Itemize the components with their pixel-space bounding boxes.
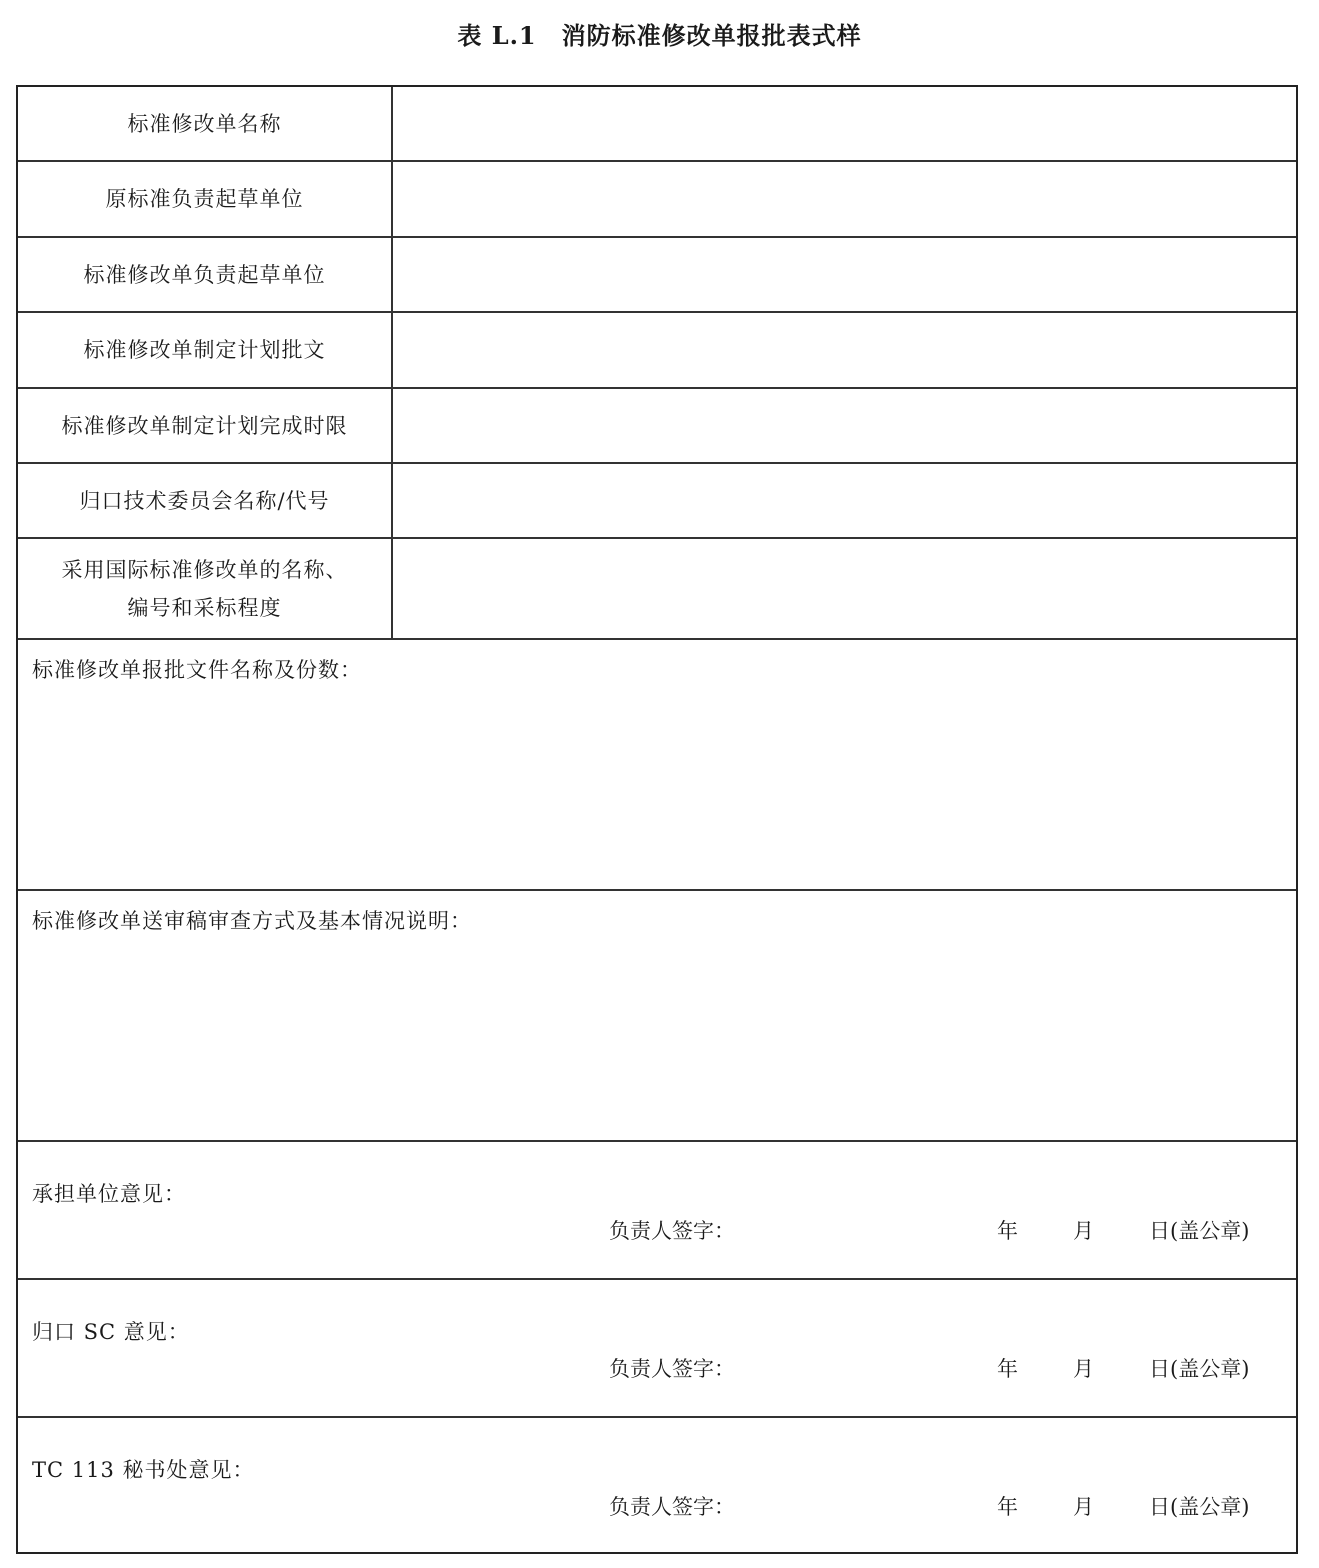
opinion-block[interactable] xyxy=(18,1142,1296,1280)
field-label-line: 编号和采标程度 xyxy=(127,595,282,620)
opinion-heading: 归口 SC 意见： xyxy=(32,1320,190,1344)
field-label-cell xyxy=(18,539,393,638)
opinion-block[interactable] xyxy=(18,1280,1296,1418)
table-row xyxy=(18,238,1296,313)
year-label: 年 xyxy=(997,1219,1018,1243)
table-row xyxy=(18,313,1296,389)
day-seal-label: 日(盖公章) xyxy=(1149,1219,1250,1243)
files-heading: 标准修改单报批文件名称及份数： xyxy=(32,658,362,682)
review-block[interactable] xyxy=(18,891,1296,1142)
month-label: 月 xyxy=(1073,1357,1094,1381)
table-row xyxy=(18,389,1296,464)
field-value-cell[interactable] xyxy=(393,464,1296,537)
table-row xyxy=(18,539,1296,640)
field-label-line: 采用国际标准修改单的名称、 xyxy=(61,557,348,582)
field-label: 标准修改单制定计划批文 xyxy=(83,338,326,362)
field-label: 原标准负责起草单位 xyxy=(105,187,304,211)
field-label: 标准修改单负责起草单位 xyxy=(83,262,326,287)
field-label: 标准修改单名称 xyxy=(127,111,282,136)
table-row xyxy=(18,464,1296,539)
field-label: 归口技术委员会名称/代号 xyxy=(79,488,330,513)
field-value-cell[interactable] xyxy=(393,539,1296,638)
field-value-cell[interactable] xyxy=(393,87,1296,160)
table-row xyxy=(18,162,1296,238)
field-value-cell[interactable] xyxy=(393,313,1296,387)
field-label-multiline xyxy=(62,551,348,627)
signature-label: 负责人签字： xyxy=(609,1357,735,1381)
field-label: 标准修改单制定计划完成时限 xyxy=(61,413,348,438)
opinion-heading: 承担单位意见： xyxy=(32,1182,186,1206)
field-label-cell xyxy=(18,389,393,462)
year-label: 年 xyxy=(997,1495,1018,1519)
field-value-cell[interactable] xyxy=(393,162,1296,236)
opinion-block[interactable] xyxy=(18,1418,1296,1552)
day-seal-label: 日(盖公章) xyxy=(1149,1357,1250,1381)
month-label: 月 xyxy=(1073,1495,1094,1519)
field-value-cell[interactable] xyxy=(393,238,1296,311)
field-label-cell xyxy=(18,87,393,160)
field-label-cell xyxy=(18,464,393,537)
month-label: 月 xyxy=(1073,1219,1094,1243)
signature-label: 负责人签字： xyxy=(609,1495,735,1519)
table-row xyxy=(18,87,1296,162)
day-seal-label: 日(盖公章) xyxy=(1149,1495,1250,1519)
signature-label: 负责人签字： xyxy=(609,1219,735,1243)
review-heading: 标准修改单送审稿审查方式及基本情况说明： xyxy=(32,909,472,933)
opinion-heading: TC 113 秘书处意见： xyxy=(32,1458,255,1482)
files-block[interactable] xyxy=(18,640,1296,891)
approval-form-table xyxy=(16,85,1298,1554)
field-label-cell xyxy=(18,238,393,311)
year-label: 年 xyxy=(997,1357,1018,1381)
field-value-cell[interactable] xyxy=(393,389,1296,462)
field-label-cell xyxy=(18,162,393,236)
field-label-cell xyxy=(18,313,393,387)
page-title: 表 L.1 消防标准修改单报批表式样 xyxy=(457,21,862,50)
